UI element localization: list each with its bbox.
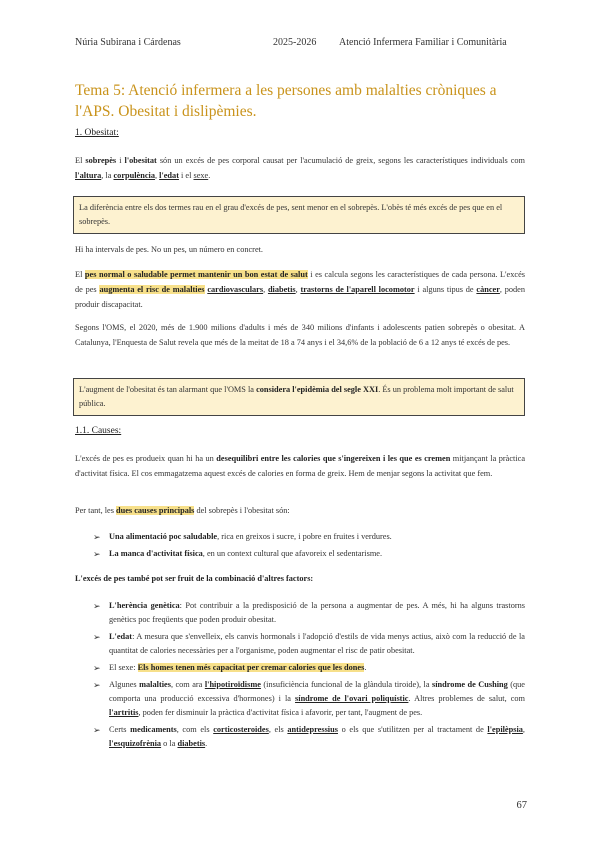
section-heading-causes: 1.1. Causes: xyxy=(75,426,122,436)
list-item: ➢ L'edat: A mesura que s'envelleix, els canvis hormonals i l'adopció d'estils de vida menys actius, això com la reducció de la quantitat de calories necessàries per a l'organisme, poden augmentar el risc de patir obesitat. xyxy=(93,632,525,655)
bullet-arrow-icon: ➢ xyxy=(93,663,101,673)
header-year: 2025-2026 xyxy=(273,37,317,48)
bullet-arrow-icon: ➢ xyxy=(93,680,101,690)
causes-list xyxy=(93,530,525,564)
header-course: Atenció Infermera Familiar i Comunitària xyxy=(339,37,507,48)
page-title: Tema 5: Atenció infermera a les persones amb malalties cròniques a l'APS. Obesitat i dislipèmies. xyxy=(75,82,497,121)
paragraph-healthy-weight: El pes normal o saludable permet mantenir un bon estat de salut i es calcula segons les característiques de cada persona. L'excés de pes augmenta el risc de malalties cardiovasculars, diabetis, trastorns de l'aparell locomotor i alguns tipus de càncer, poden produir discapacitat. xyxy=(75,270,526,309)
note-box-epidemic: L'augment de l'obesitat és tan alarmant que l'OMS la considera l'epidèmia del segle XXI. És un problema molt important de salut pública. xyxy=(73,378,525,416)
bullet-arrow-icon: ➢ xyxy=(93,725,101,735)
list-item: ➢ L'herència genètica: Pot contribuir a la predisposició de la persona a augmentar de pes. A més, hi ha alguns trastorns genètics poc freqüents que poden produir obesitat. xyxy=(93,601,525,624)
paragraph-main-causes: Per tant, les dues causes principals del sobrepès i l'obesitat són: xyxy=(75,506,290,515)
list-item: ➢ La manca d'activitat física, en un context cultural que afavoreix el sedentarisme. xyxy=(93,549,383,559)
section-heading-obesitat: 1. Obesitat: xyxy=(75,128,119,138)
bullet-arrow-icon: ➢ xyxy=(93,601,101,611)
list-item: ➢ El sexe: Els homes tenen més capacitat per cremar calories que les dones. xyxy=(93,663,367,673)
paragraph-definition: El sobrepès i l'obesitat són un excés de pes corporal causat per l'acumulació de greix, segons les característiques individuals com l'altura, la corpulència, l'edat i el sexe. xyxy=(75,156,525,180)
paragraph-statistics: Segons l'OMS, el 2020, més de 1.900 milions d'adults i més de 340 milions d'infants i adolescents patien sobrepès o obesitat. A Catalunya, l'Enquesta de Salut revela que més de la meitat de 18 a 74 anys i el 34,6% de la població de 6 a 12 anys té excés de pes. xyxy=(75,323,525,347)
list-item: ➢ Una alimentació poc saludable, rica en greixos i sucre, i pobre en fruites i verdures. xyxy=(93,532,392,542)
paragraph-intervals: Hi ha intervals de pes. No un pes, un número en concret. xyxy=(75,245,264,254)
page-number: 67 xyxy=(516,800,527,811)
header-author: Núria Subirana i Cárdenas xyxy=(75,37,181,48)
paragraph-other-factors: L'excés de pes també pot ser fruit de la combinació d'altres factors: xyxy=(75,574,314,583)
bullet-arrow-icon: ➢ xyxy=(93,549,101,559)
list-item: ➢ Algunes malalties, com ara l'hipotiroïdisme (insuficiència funcional de la glàndula tiroide), la síndrome de Cushing (que comporta una producció excessiva d'hormones) i la síndrome de l'ovari poliquístic. Altres problemes de salut, com l'artritis, poden fer disminuir la pràctica d'activitat física i afavorir, per tant, l'augment de pes. xyxy=(93,680,525,717)
factors-list xyxy=(93,599,525,754)
list-item: ➢ Certs medicaments, com els corticosteroides, els antidepressius o els que s'utilitzen per al tractament de l'epilèpsia, l'esquizofrènia o la diabetis. xyxy=(93,725,525,748)
bullet-arrow-icon: ➢ xyxy=(93,632,101,642)
note-box-difference: La diferència entre els dos termes rau en el grau d'excés de pes, sent menor en el sobrepès. L'obès té més excés de pes que en el sobrepès. xyxy=(73,196,525,234)
bullet-arrow-icon: ➢ xyxy=(93,532,101,542)
paragraph-energy-imbalance: L'excés de pes es produeix quan hi ha un desequilibri entre les calories que s'ingereixen i les que es cremen mitjançant la pràctica d'activitat física. El cos emmagatzema aquest excés de calories en forma de greix. Hem de menjar segons la activitat que fem. xyxy=(75,454,526,478)
